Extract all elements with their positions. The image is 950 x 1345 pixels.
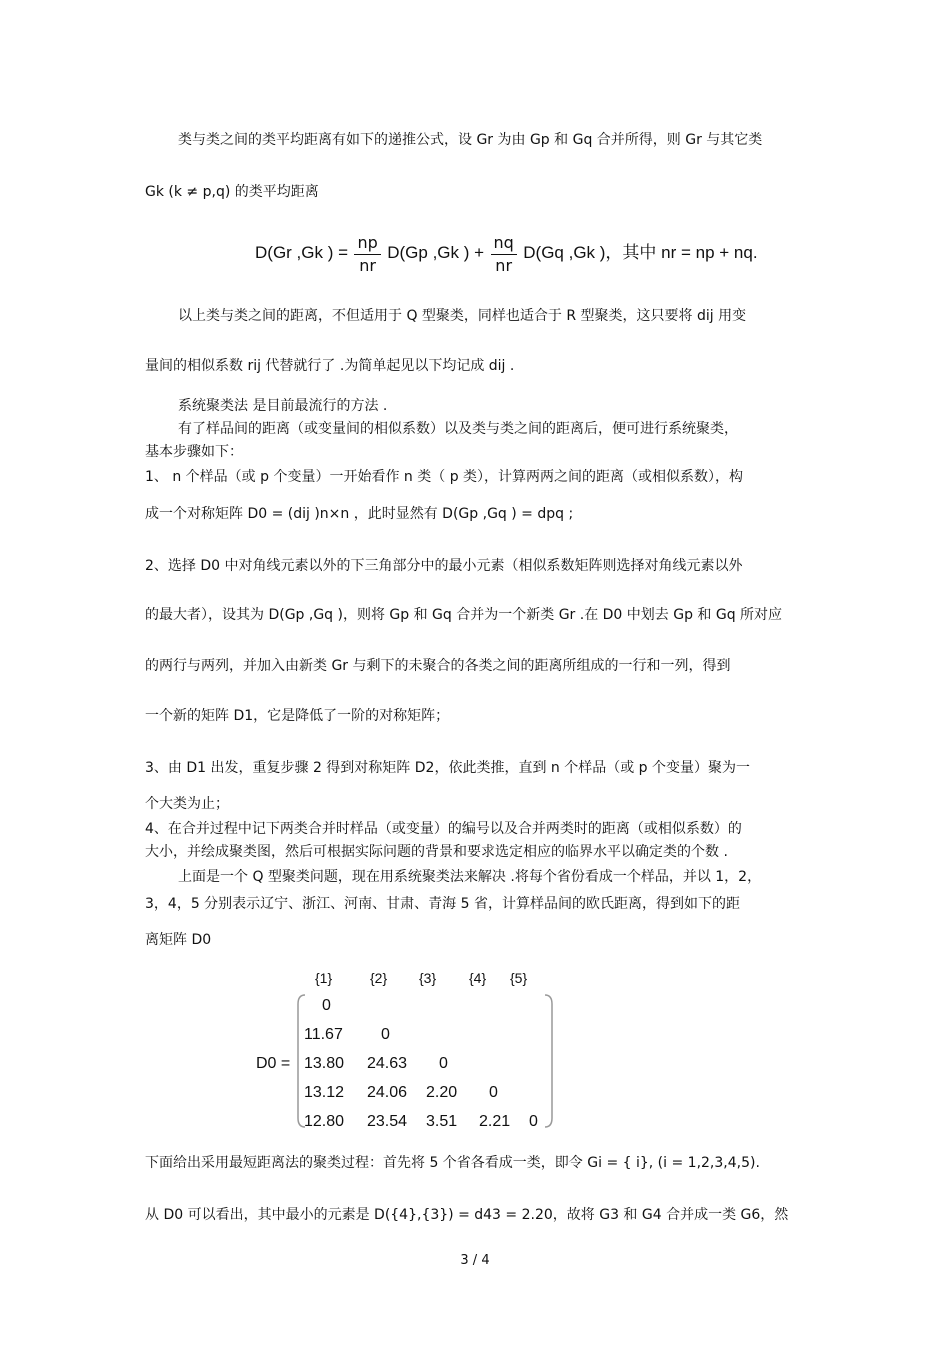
paragraph-line: 量间的相似系数 rij 代替就行了 .为简单起见以下均记成 dij . — [145, 358, 515, 374]
paragraph-line: 上面是一个 Q 型聚类问题，现在用系统聚类法来解决 .将每个省份看成一个样品，并以 1，2， — [178, 869, 762, 885]
matrix-cell: 13.80 — [304, 1055, 345, 1072]
paragraph-line: 离矩阵 D0 — [145, 932, 212, 948]
paragraph-line: 从 D0 可以看出，其中最小的元素是 D({4},{3}) = d43 = 2.20，故将 G3 和 G4 合并成一类 G6，然 — [145, 1207, 789, 1223]
paragraph-line: 3，4，5 分别表示辽宁、浙江、河南、甘肃、青海 5 省，计算样品间的欧氏距离，得到如下的距 — [145, 896, 740, 912]
paragraph-line: 下面给出采用最短距离法的聚类过程：首先将 5 个省各看成一类，即令 Gi = { i}, (i = 1,2,3,4,5). — [145, 1155, 760, 1171]
matrix-cell: 0 — [439, 1055, 448, 1072]
fraction-np-nr — [354, 232, 380, 277]
matrix-cell: 24.06 — [367, 1084, 408, 1101]
matrix-header: {4} — [469, 970, 487, 986]
matrix-cell: 3.51 — [426, 1113, 458, 1130]
paragraph-line: 以上类与类之间的距离，不但适用于 Q 型聚类，同样也适合于 R 型聚类，这只要将 dij 用变 — [178, 308, 747, 324]
matrix-cell: 23.54 — [367, 1113, 408, 1130]
matrix-header: {2} — [370, 970, 388, 986]
paragraph-line: 成一个对称矩阵 D0 = (dij )n×n ，此时显然有 D(Gp ,Gq ) = dpq ; — [145, 506, 574, 522]
paragraph-line: 个大类为止； — [145, 796, 229, 812]
paragraph-line: 系统聚类法 是目前最流行的方法 . — [178, 398, 388, 414]
paragraph-line: 基本步骤如下： — [145, 444, 243, 460]
paragraph-line: 的最大者），设其为 D(Gp ,Gq )，则将 Gp 和 Gq 合并为一个新类 Gr .在 D0 中划去 Gp 和 Gq 所对应 — [145, 607, 783, 623]
fraction-nq-nr — [491, 232, 517, 277]
paragraph-line: 2、选择 D0 中对角线元素以外的下三角部分中的最小元素（相似系数矩阵则选择对角线元素以外 — [145, 558, 743, 574]
paragraph-line: 大小，并绘成聚类图，然后可根据实际问题的背景和要求选定相应的临界水平以确定类的个数 . — [145, 844, 728, 860]
matrix-cell: 0 — [322, 997, 331, 1014]
recursion-formula — [255, 228, 758, 278]
formula-lhs: D(Gr ,Gk ) = — [255, 243, 349, 262]
matrix-cell: 2.21 — [479, 1113, 511, 1130]
fraction-denominator: nr — [359, 255, 376, 275]
paragraph-line: 类与类之间的类平均距离有如下的递推公式，设 Gr 为由 Gp 和 Gq 合并所得，则 Gr 与其它类 — [178, 132, 763, 148]
fraction-numerator: np — [354, 232, 380, 255]
matrix-cell: 24.63 — [367, 1055, 408, 1072]
matrix-cell: 13.12 — [304, 1084, 345, 1101]
matrix-cell: 0 — [489, 1084, 498, 1101]
paragraph-line: 1、 n 个样品（或 p 个变量）一开始看作 n 类（ p 类），计算两两之间的距离（或相似系数），构 — [145, 469, 744, 485]
paragraph-line: 一个新的矩阵 D1，它是降低了一阶的对称矩阵； — [145, 708, 450, 724]
paragraph-line: 有了样品间的距离（或变量间的相似系数）以及类与类之间的距离后，便可进行系统聚类， — [178, 421, 738, 437]
paragraph-line: Gk (k ≠ p,q) 的类平均距离 — [145, 184, 319, 200]
paragraph-line: 3、由 D1 出发，重复步骤 2 得到对称矩阵 D2，依此类推，直到 n 个样品（或 p 个变量）聚为一 — [145, 760, 750, 776]
formula-term: D(Gq ,Gk )，其中 nr = np + nq. — [523, 243, 758, 262]
page-number: 3 / 4 — [460, 1253, 490, 1268]
matrix-label: D0 = — [256, 1055, 291, 1072]
matrix-header: {1} — [315, 970, 333, 986]
matrix-cell: 11.67 — [304, 1026, 343, 1043]
matrix-cell: 12.80 — [304, 1113, 345, 1130]
matrix-header: {3} — [419, 970, 437, 986]
matrix-cell: 2.20 — [426, 1084, 458, 1101]
matrix-cell: 0 — [381, 1026, 390, 1043]
fraction-denominator: nr — [495, 255, 513, 275]
paragraph-line: 的两行与两列，并加入由新类 Gr 与剩下的未聚合的各类之间的距离所组成的一行和一列，得到 — [145, 658, 731, 674]
matrix-cell: 0 — [529, 1113, 538, 1130]
formula-term: D(Gp ,Gk ) + — [387, 243, 485, 262]
paragraph-line: 4、在合并过程中记下两类合并时样品（或变量）的编号以及合并两类时的距离（或相似系数）的 — [145, 821, 742, 837]
matrix-header: {5} — [510, 970, 528, 986]
fraction-numerator: nq — [491, 232, 517, 255]
